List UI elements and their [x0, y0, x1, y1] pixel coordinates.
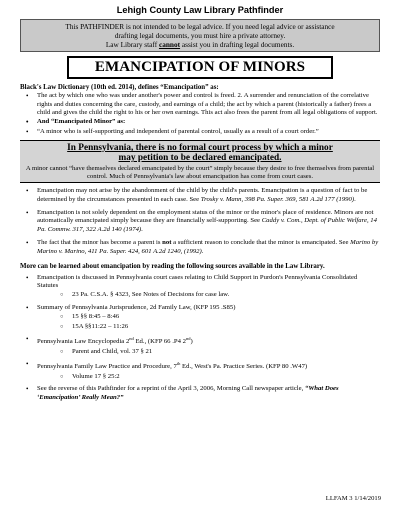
source-item: • Emancipation is discussed in Pennsylvania court cases relating to Child Support in Purdon's Pennsylvania Consolidated Statutes	[20, 274, 380, 291]
notice-body: A minor cannot “have themselves declared emancipated by the court” simply because they desire to free themselves from parental control. Much of Pennsylvania's law about emancipation has come from court cases.	[25, 164, 375, 180]
disclaimer-line-2: drafting legal documents, you must hire a private attorney.	[114, 31, 286, 41]
notice-title-line-1: In Pennsylvania, there is no formal court process by which a minor	[67, 143, 333, 154]
disclaimer-line-1: This PATHFINDER is not intended to be legal advice. If you need legal advice or assistance	[65, 22, 335, 31]
source-text: Pennsylvania Law Encyclopedia 2	[37, 338, 130, 346]
article-title: “What Does ‘Emancipation’ Really Mean?”	[37, 385, 339, 401]
source-item	[20, 360, 380, 372]
case-point-text: Emancipation is not solely dependent on the employment status of the minor or the minor's place of residence. Minors are not automatically emancipated simply because they are financially self-supporting. See	[37, 209, 374, 225]
not-emphasis: not	[162, 239, 172, 247]
case-point-text: a sufficient reason to conclude that the minor is emancipated. See	[171, 239, 351, 247]
source-text: Pennsylvania Family Law Practice and Procedure, 7	[37, 363, 177, 371]
case-citation: Marino by Marino v. Marino, 411 Pa. Super. 424, 601 A.2d 1240, (1992)	[37, 239, 379, 255]
case-point-end: .	[201, 247, 204, 255]
definition-emancipated-minor: • “A minor who is self-supporting and independent of parental control, usually as a result of a court order.”	[20, 128, 380, 136]
cannot-emphasis: cannot	[158, 40, 181, 50]
sources-heading: More can be learned about emancipation by reading the following sources available in the Law Library.	[20, 263, 325, 271]
disclaimer-line-3-start: Law Library staff	[105, 40, 159, 50]
source-text: Ed., (KFP 66 .P4 2	[133, 338, 186, 346]
emancipated-minor-heading: • And “Emancipated Minor” as:	[20, 118, 380, 126]
ordinal-suffix: nd	[185, 336, 191, 342]
pennsylvania-notice-box	[20, 140, 380, 183]
case-point-text: Emancipation may not arise by the abandonment of the child by the child's parents. Emancipation is a question of fact to be determined by the circumstances presented in each case. See	[37, 187, 368, 203]
ordinal-suffix: nd	[129, 336, 134, 342]
source-item: • Summary of Pennsylvania Jurisprudence, 2d Family Law, (KFP 195 .S85)	[20, 304, 380, 312]
source-text: )	[190, 338, 193, 346]
source-text: See the reverse of this Pathfinder for a reprint of the April 3, 2006, Morning Call newspaper article,	[37, 385, 305, 393]
disclaimer-box	[20, 19, 380, 52]
sources-list	[20, 274, 380, 402]
disclaimer-line-3	[25, 40, 375, 49]
case-point	[20, 187, 380, 204]
case-law-points	[20, 187, 380, 256]
source-subitem: ○ 15 §§ 8:45 – 8:46	[20, 313, 380, 321]
case-point-end: .	[141, 225, 143, 233]
source-subitem: ○ 15A §§11:22 – 11:26	[20, 323, 380, 331]
case-citation: Trosky v. Mann, 398 Pa. Super. 369, 581 A.2d 177 (1990)	[200, 195, 355, 203]
case-citation: Caddy v. Com., Dept. of Public Welfare, 14 Pa. Commw. 317, 322 A.2d 140 (1974)	[37, 217, 377, 233]
source-text: Ed., West's Pa. Practice Series. (KFP 80 .W47)	[180, 363, 308, 371]
case-point-text: The fact that the minor has become a parent is	[37, 239, 163, 247]
page-title: EMANCIPATION OF MINORS	[67, 56, 333, 79]
definition-emancipation: • The act by which one who was under another's power and control is freed. 2. A surrender and renunciation of the correlative rights and duties concerning the care, custody, and earnings of a child; the act by which a parent (historically a father) frees a child and gives the child the right to his or her own earnings. This act also frees the parent from all legal obligations of support.	[20, 92, 380, 117]
library-header: Lehigh County Law Library Pathfinder	[116, 5, 284, 15]
case-point	[20, 209, 380, 234]
definition-list	[20, 92, 380, 136]
ordinal-suffix: th	[176, 361, 181, 367]
source-subitem: ○ 23 Pa. C.S.A. § 4323, See Notes of Decisions for case law.	[20, 291, 380, 299]
notice-title-line-2: may petition to be declared emancipated.	[118, 153, 282, 164]
source-subitem: ○ Parent and Child, vol. 37 § 21	[20, 348, 380, 356]
source-item	[20, 335, 380, 347]
document-code-footer: LLFAM 3 1/14/2019	[325, 495, 381, 502]
source-subitem: ○ Volume 17 § 25:2	[20, 373, 380, 381]
blacks-law-heading: Black's Law Dictionary (10th ed. 2014), defines “Emancipation” as:	[20, 83, 219, 91]
source-item	[20, 385, 380, 402]
case-point	[20, 239, 380, 256]
pathfinder-page	[20, 0, 380, 402]
case-point-end: .	[354, 195, 356, 203]
disclaimer-line-3-end: assist you in drafting legal documents.	[180, 40, 295, 50]
